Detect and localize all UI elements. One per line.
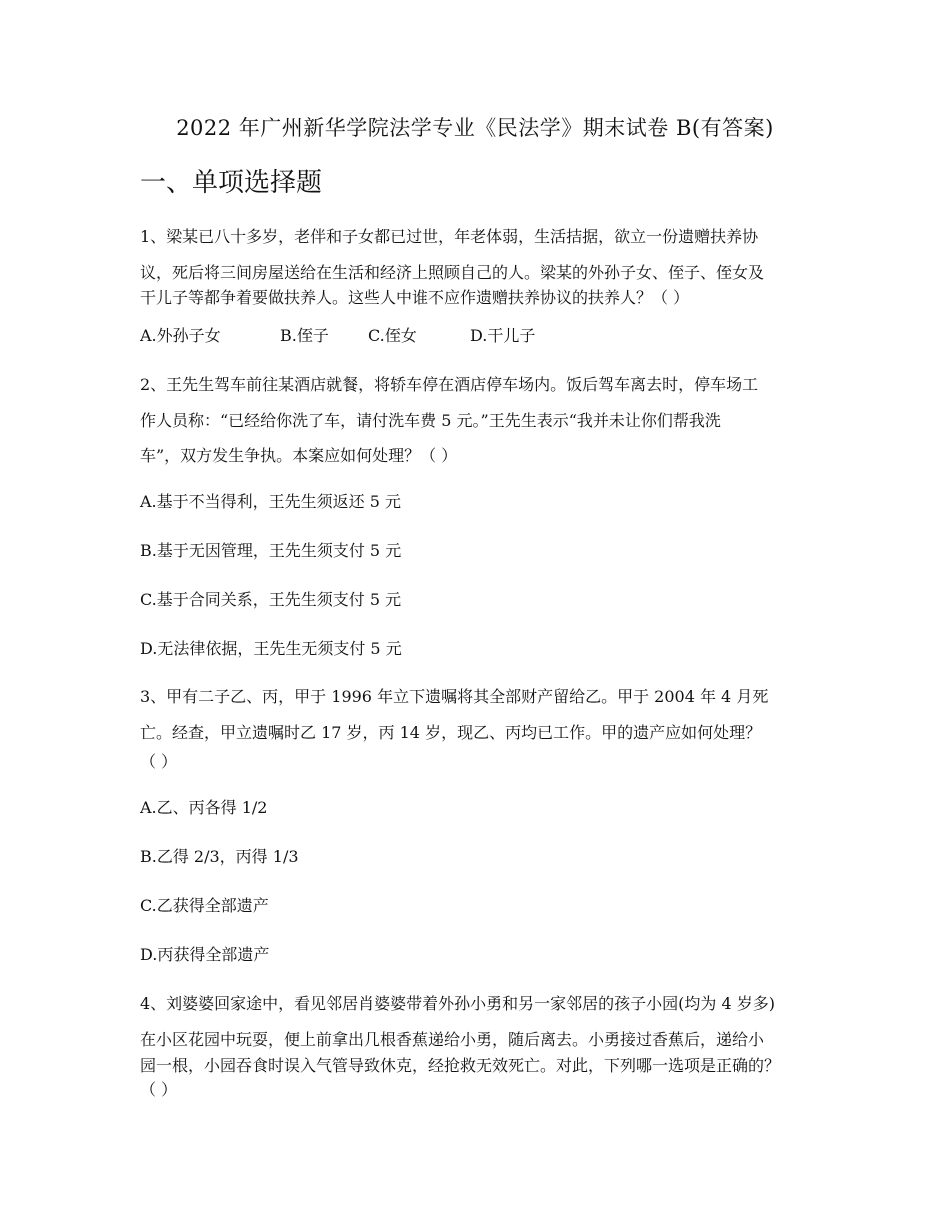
question-3-option-a: A.乙、丙各得 1/2 (140, 798, 268, 817)
question-2-option-b: B.基于无因管理，王先生须支付 5 元 (140, 541, 402, 560)
question-3-option-b: B.乙得 2/3，丙得 1/3 (140, 847, 299, 866)
question-3-line-2: 亡。经查，甲立遗嘱时乙 17 岁，丙 14 岁，现乙、丙均已工作。甲的遗产应如何处理？ (140, 723, 762, 742)
section-heading: 一、单项选择题 (140, 168, 323, 198)
question-1-option-b: B.侄子 (280, 326, 329, 345)
question-3-option-c: C.乙获得全部遗产 (140, 896, 269, 915)
question-2-option-d: D.无法律依据，王先生无须支付 5 元 (140, 639, 402, 658)
question-3-option-d: D.丙获得全部遗产 (140, 945, 270, 964)
document-title: 2022 年广州新华学院法学专业《民法学》期末试卷 B(有答案) (176, 116, 774, 140)
question-4-line-3: 园一根，小园吞食时误入气管导致休克，经抢救无效死亡。对此，下列哪一选项是正确的？ (140, 1056, 781, 1075)
question-3-line-3: （ ） (140, 752, 178, 771)
question-2-line-1: 2、王先生驾车前往某酒店就餐，将轿车停在酒店停车场内。饭后驾车离去时，停车场工 (140, 375, 759, 394)
question-3-line-1: 3、甲有二子乙、丙，甲于 1996 年立下遗嘱将其全部财产留给乙。甲于 2004 年 4 月死 (140, 687, 769, 706)
question-1-line-1: 1、梁某已八十多岁，老伴和子女都已过世，年老体弱，生活拮据，欲立一份遗赠扶养协 (140, 227, 759, 246)
question-1-line-2: 议，死后将三间房屋送给在生活和经济上照顾自己的人。梁某的外孙子女、侄子、侄女及 (140, 263, 765, 282)
question-2-option-c: C.基于合同关系，王先生须支付 5 元 (140, 590, 402, 609)
question-1-option-c: C.侄女 (368, 326, 417, 345)
question-1-option-d: D.干儿子 (470, 326, 536, 345)
question-4-line-4: （ ） (140, 1080, 178, 1099)
question-2-option-a: A.基于不当得利，王先生须返还 5 元 (140, 492, 401, 511)
question-2-line-3: 车”，双方发生争执。本案应如何处理？（ ） (140, 446, 458, 465)
question-1-option-a: A.外孙子女 (140, 326, 221, 345)
question-1-line-3: 干儿子等都争着要做扶养人。这些人中谁不应作遗赠扶养协议的扶养人？（ ） (140, 288, 690, 307)
question-4-line-2: 在小区花园中玩耍，便上前拿出几根香蕉递给小勇，随后离去。小勇接过香蕉后，递给小 (140, 1030, 765, 1049)
question-4-line-1: 4、刘婆婆回家途中，看见邻居肖婆婆带着外孙小勇和另一家邻居的孩子小园(均为 4 岁多) (140, 994, 776, 1013)
question-2-line-2: 作人员称：“已经给你洗了车，请付洗车费 5 元。”王先生表示“我并未让你们帮我洗 (140, 411, 721, 430)
